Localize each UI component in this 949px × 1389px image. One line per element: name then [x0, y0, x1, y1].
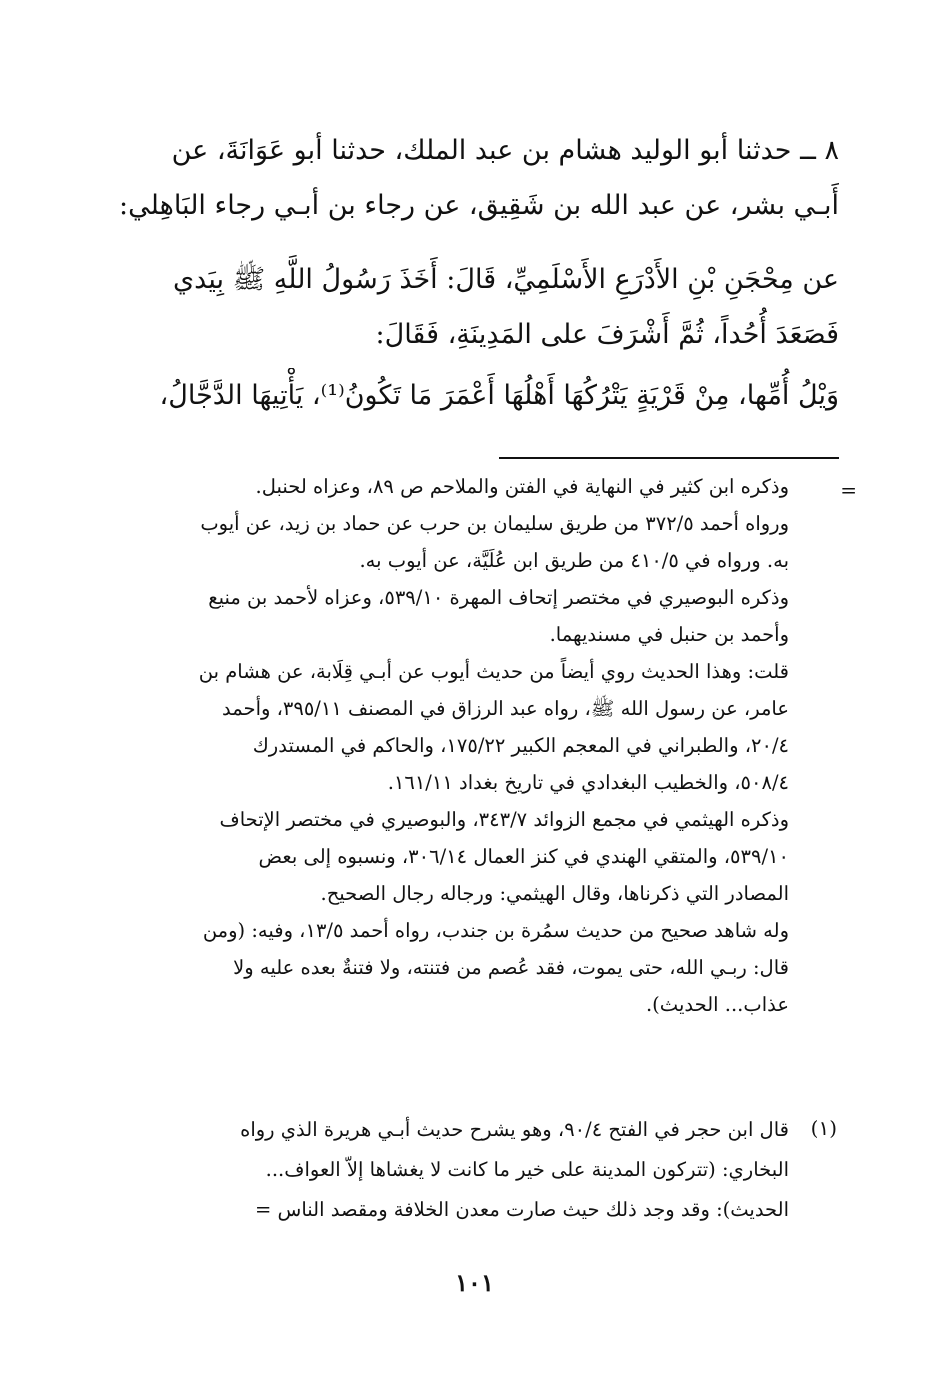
hadith-isnad — [109, 123, 839, 233]
text-line: فَصَعَدَ أُحُداً، ثُمَّ أَشْرَفَ على المَدِينَةِ، فَقَالَ: — [375, 319, 839, 350]
footnote-line: عذاب... الحديث). — [645, 993, 789, 1016]
footnote-line: الحديث): وقد وجد ذلك حيث صارت معدن الخلافة ومقصد الناس = — [255, 1198, 789, 1221]
footnote-line: وذكره الهيثمي في مجمع الزوائد ٣٤٣/٧، والبوصيري في مختصر الإتحاف — [219, 808, 789, 831]
footnote-line: ٥٣٩/١٠، والمتقي الهندي في كنز العمال ٣٠٦/١٤، ونسبوه إلى بعض — [258, 845, 789, 868]
text-line: عن مِحْجَنِ بْنِ الأَدْرَعِ الأَسْلَمِيِّ، قَالَ: أَخَذَ رَسُولُ اللَّهِ ﷺ بِيَدي — [173, 264, 839, 295]
footnote-line: البخاري: (تتركون المدينة على خير ما كانت لا يغشاها إلاّ العواف... — [265, 1158, 789, 1181]
hadith-matn — [109, 252, 839, 362]
text-line: وَيْلُ أُمِّها، مِنْ قَرْيَةٍ يَتْرُكُهَا أَهْلُهَا أَعْمَرَ مَا تَكُونُ⁽¹⁾، يَأْتِيهَا الدَّجَّالُ، — [159, 380, 839, 411]
footnote-line: وله شاهد صحيح من حديث سمُرة بن جندب، رواه أحمد ١٣/٥، وفيه: (ومن — [202, 919, 789, 942]
footnote-line: المصادر التي ذكرناها، وقال الهيثمي: ورجاله رجال الصحيح. — [320, 882, 789, 905]
footnote-1 — [119, 1110, 789, 1230]
hadith-matn-continued — [109, 368, 839, 423]
footnote-line: قلت: وهذا الحديث روي أيضاً من حديث أيوب عن أبـي قِلَابة، عن هشام بن — [198, 660, 789, 683]
footnote-line: وذكره البوصيري في مختصر إتحاف المهرة ٥٣٩/١٠، وعزاه لأحمد بن منيع — [208, 586, 789, 609]
footnotes-block — [119, 468, 789, 1023]
footnote-line: قال ابن حجر في الفتح ٩٠/٤، وهو يشرح حديث أبـي هريرة الذي رواه — [240, 1118, 789, 1141]
footnote-line: وأحمد بن حنبل في مسنديهما. — [549, 623, 789, 646]
text-line: أَبـي بشر، عن عبد الله بن شَقِيق، عن رجاء بن أبـي رجاء البَاهِلي: — [119, 190, 839, 221]
footnote-line: ٢٠/٤، والطبراني في المعجم الكبير ١٧٥/٢٢، والحاكم في المستدرك — [252, 734, 789, 757]
page-number: ١٠١ — [455, 1268, 494, 1297]
footnote-number: (١) — [810, 1116, 837, 1140]
footnote-line: ٥٠٨/٤، والخطيب البغدادي في تاريخ بغداد ١٦١/١١. — [387, 771, 789, 794]
footnote-line: وذكره ابن كثير في النهاية في الفتن والملاحم ص ٨٩، وعزاه لحنبل. — [255, 475, 789, 498]
footnote-line: ورواه أحمد ٣٧٢/٥ من طريق سليمان بن حرب عن حماد بن زيد، عن أيوب — [200, 512, 789, 535]
footnote-continuation-mark: = — [840, 478, 857, 502]
footnote-line: به. ورواه في ٤١٠/٥ من طريق ابن عُلَيَّة، عن أيوب به. — [359, 549, 789, 572]
footnote-line: عامر، عن رسول الله ﷺ، رواه عبد الرزاق في المصنف ٣٩٥/١١، وأحمد — [222, 697, 789, 720]
text-line: ٨ ــ حدثنا أبو الوليد هشام بن عبد الملك، حدثنا أبو عَوَانَةَ، عن — [171, 135, 839, 166]
footnote-separator — [499, 457, 839, 459]
footnote-line: قال: ربـي الله، حتى يموت، فقد عُصم من فتنته، ولا فتنةٌ بعده عليه ولا — [233, 956, 789, 979]
